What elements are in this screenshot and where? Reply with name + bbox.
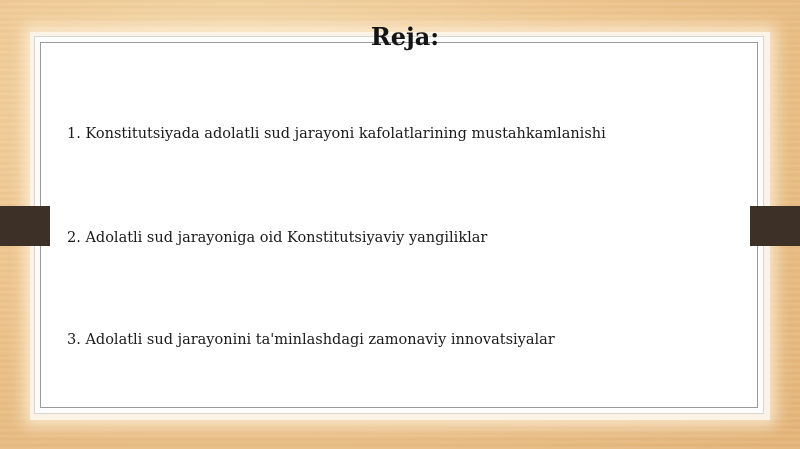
plan-item-3: 3. Adolatli sud jarayonini ta'minlashdagi zamonaviy innovatsiyalar	[67, 332, 555, 348]
plan-item-2: 2. Adolatli sud jarayoniga oid Konstitutsiyaviy yangiliklar	[67, 230, 488, 246]
right-side-tab	[750, 206, 800, 246]
left-side-tab	[0, 206, 50, 246]
plan-item-1: 1. Konstitutsiyada adolatli sud jarayoni kafolatlarining mustahkamlanishi	[67, 126, 606, 142]
slide-card-border	[40, 42, 758, 408]
slide-card	[34, 36, 764, 414]
slide-title: Reja:	[370, 22, 440, 51]
